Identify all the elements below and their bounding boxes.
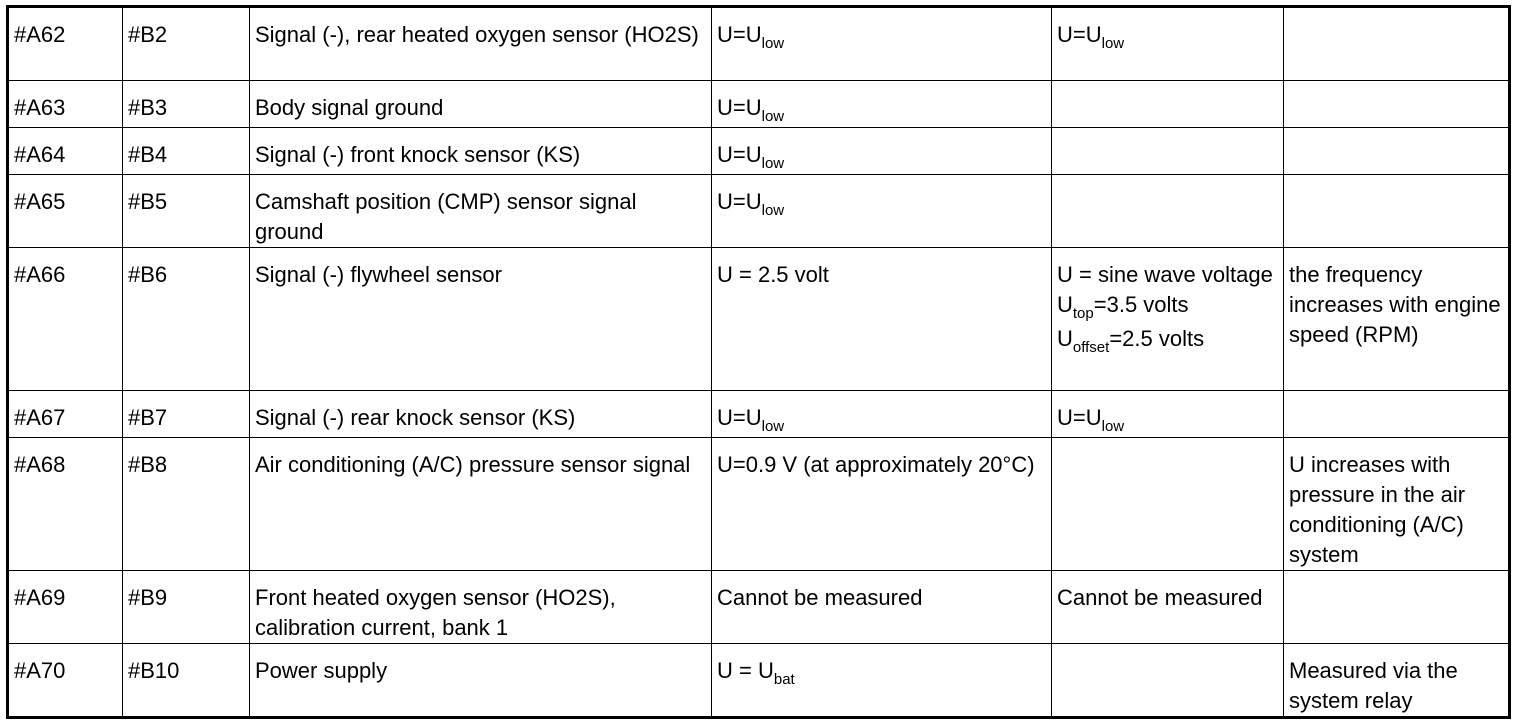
pin-b-cell: #B9 [123,571,250,644]
value2-cell: Cannot be measured [1052,571,1284,644]
pin-a-cell: #A64 [8,128,123,175]
value2-cell [1052,128,1284,175]
value1-cell: U=0.9 V (at approximately 20°C) [712,438,1052,571]
description-cell: Air conditioning (A/C) pressure sensor signal [250,438,712,571]
value2-cell [1052,391,1284,438]
note-cell [1284,391,1510,438]
pin-b-cell: #B7 [123,391,250,438]
pin-b-cell: #B5 [123,175,250,248]
pin-b-cell: #B4 [123,128,250,175]
table-row [8,7,1510,81]
description-cell: Signal (-), rear heated oxygen sensor (HO2S) [250,7,712,81]
value1-cell: U = 2.5 volt [712,248,1052,391]
description-cell: Signal (-) rear knock sensor (KS) [250,391,712,438]
pin-a-cell: #A63 [8,81,123,128]
pin-a-cell: #A65 [8,175,123,248]
value1-sub: low [761,155,785,172]
note-cell: Measured via the system relay [1284,644,1510,718]
u-offset-value: =2.5 volts [1109,326,1205,351]
description-cell: Front heated oxygen sensor (HO2S), calibration current, bank 1 [250,571,712,644]
description-cell: Body signal ground [250,81,712,128]
u-top-sub: top [1072,305,1094,322]
value1-sub: low [761,418,785,435]
pin-a-cell: #A69 [8,571,123,644]
pin-a-cell: #A68 [8,438,123,571]
value2-cell [1052,81,1284,128]
value2-cell [1052,644,1284,718]
pin-b-cell: #B10 [123,644,250,718]
note-cell: U increases with pressure in the air conditioning (A/C) system [1284,438,1510,571]
table-row [8,571,1510,644]
value1-cell [712,81,1052,128]
value1-cell [712,128,1052,175]
pin-b-cell: #B2 [123,7,250,81]
value1-sub: low [761,35,785,52]
value2-cell [1052,248,1284,391]
description-cell: Power supply [250,644,712,718]
table-row [8,248,1510,391]
connector-pin-table [6,5,1511,719]
table-row [8,438,1510,571]
value1-sub: low [761,202,785,219]
table-row [8,175,1510,248]
note-cell [1284,81,1510,128]
value2-cell [1052,175,1284,248]
value1-base: U=U [717,142,762,167]
pin-b-cell: #B3 [123,81,250,128]
value1-cell: Cannot be measured [712,571,1052,644]
value1-base: U=U [717,22,762,47]
description-cell: Camshaft position (CMP) sensor signal ground [250,175,712,248]
note-cell: the frequency increases with engine speed (RPM) [1284,248,1510,391]
u-top-base: U [1057,292,1073,317]
pin-a-cell: #A62 [8,7,123,81]
value1-base: U=U [717,405,762,430]
value2-cell [1052,7,1284,81]
pin-a-cell: #A67 [8,391,123,438]
value1-cell [712,7,1052,81]
value1-sub: low [761,108,785,125]
note-cell [1284,571,1510,644]
value1-base: U=U [717,189,762,214]
sine-wave-line: U = sine wave voltage [1057,262,1273,287]
description-cell: Signal (-) front knock sensor (KS) [250,128,712,175]
table-row [8,391,1510,438]
value2-base: U=U [1057,22,1102,47]
note-cell [1284,175,1510,248]
note-cell [1284,128,1510,175]
value1-cell [712,644,1052,718]
u-top-value: =3.5 volts [1093,292,1189,317]
value1-base: U=U [717,95,762,120]
table-row [8,128,1510,175]
table-row [8,644,1510,718]
value2-sub: low [1101,418,1125,435]
u-offset-line [1057,324,1278,354]
pin-b-cell: #B8 [123,438,250,571]
value1-base: U = U [717,658,774,683]
u-offset-sub: offset [1072,339,1110,356]
pin-b-cell: #B6 [123,248,250,391]
value1-cell [712,175,1052,248]
u-top-line [1057,290,1278,320]
value2-sub: low [1101,35,1125,52]
u-offset-base: U [1057,326,1073,351]
pin-a-cell: #A70 [8,644,123,718]
value1-cell [712,391,1052,438]
description-cell: Signal (-) flywheel sensor [250,248,712,391]
value2-cell [1052,438,1284,571]
value1-sub: bat [773,671,795,688]
value2-base: U=U [1057,405,1102,430]
pin-a-cell: #A66 [8,248,123,391]
table-row [8,81,1510,128]
note-cell [1284,7,1510,81]
